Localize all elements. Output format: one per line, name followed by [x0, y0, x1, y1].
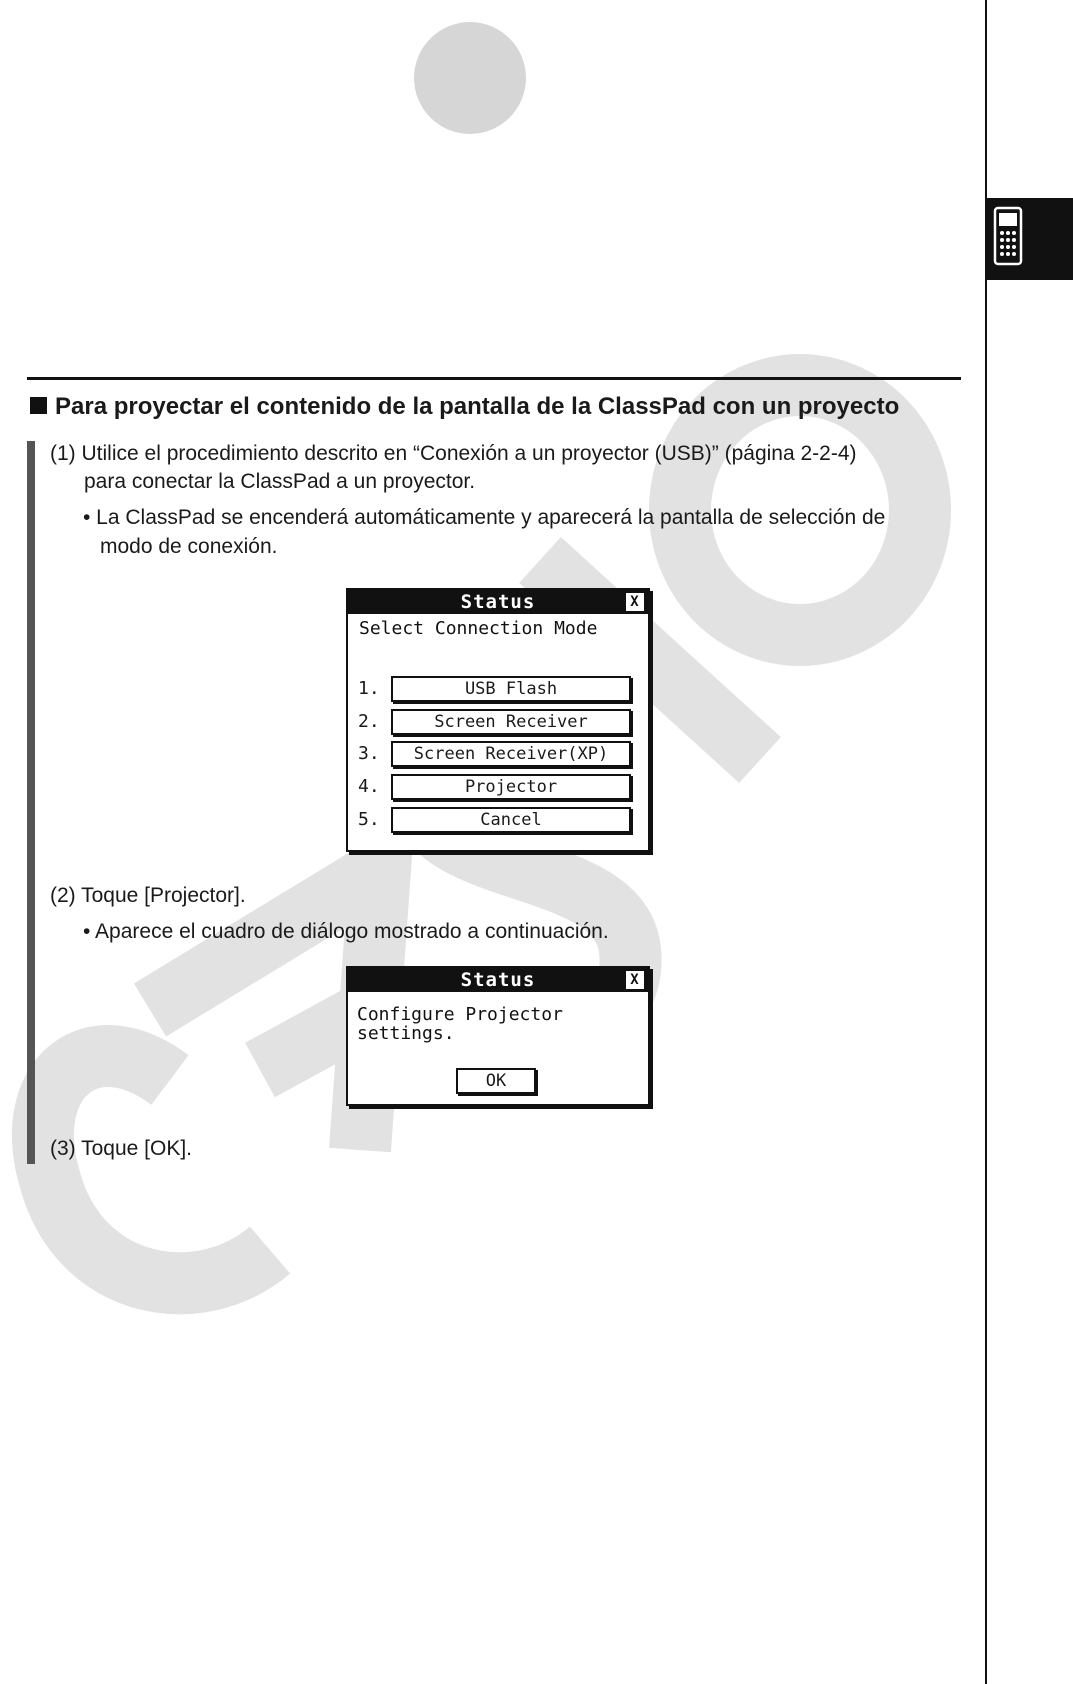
dialog-title: Status: [460, 591, 536, 613]
dialog-prompt: Select Connection Mode: [359, 618, 598, 639]
close-icon[interactable]: X: [626, 971, 644, 989]
step-3-text: (3) Toque [OK].: [50, 1137, 193, 1160]
usb-flash-button[interactable]: USB Flash: [391, 676, 631, 702]
option-number: 1.: [358, 678, 380, 699]
ok-button[interactable]: OK: [456, 1068, 536, 1094]
dialog-message-line-2: settings.: [357, 1023, 455, 1044]
step-2-text: (2) Toque [Projector].: [50, 884, 246, 907]
screen-receiver-button[interactable]: Screen Receiver: [391, 709, 631, 735]
procedure-bar: [27, 441, 35, 1164]
chapter-tab: [987, 198, 1073, 280]
section-title-text: Para proyectar el contenido de la pantalla de la ClassPad con un proyecto: [55, 393, 900, 420]
option-number: 4.: [358, 776, 380, 797]
step-1-bullet-cont: modo de conexión.: [100, 535, 278, 558]
dialog-title: Status: [460, 969, 536, 991]
configure-projector-dialog: [346, 966, 650, 1106]
step-1-bullet: • La ClassPad se encenderá automáticamente y aparecerá la pantalla de selección de: [83, 506, 886, 529]
section-rule: [27, 377, 961, 380]
step-1-text: (1) Utilice el procedimiento descrito en “Conexión a un proyector (USB)” (página 2-2-4): [50, 442, 857, 465]
close-icon[interactable]: X: [626, 593, 644, 611]
decorative-circle: [414, 22, 526, 134]
square-bullet-icon: [30, 397, 47, 414]
option-number: 2.: [358, 711, 380, 732]
cancel-button[interactable]: Cancel: [391, 807, 631, 833]
option-number: 5.: [358, 809, 380, 830]
dialog-title-bar: [348, 590, 648, 614]
option-number: 3.: [358, 743, 380, 764]
calculator-icon: [993, 206, 1023, 266]
dialog-message-line-1: Configure Projector: [357, 1004, 563, 1025]
screen-receiver-xp-button[interactable]: Screen Receiver(XP): [391, 741, 631, 767]
step-2-bullet: • Aparece el cuadro de diálogo mostrado a continuación.: [83, 920, 609, 943]
step-1-text-cont: para conectar la ClassPad a un proyector.: [84, 470, 476, 493]
connection-mode-dialog: [346, 588, 650, 852]
projector-button[interactable]: Projector: [391, 774, 631, 800]
section-heading: [30, 393, 899, 421]
dialog-title-bar: [348, 968, 648, 992]
